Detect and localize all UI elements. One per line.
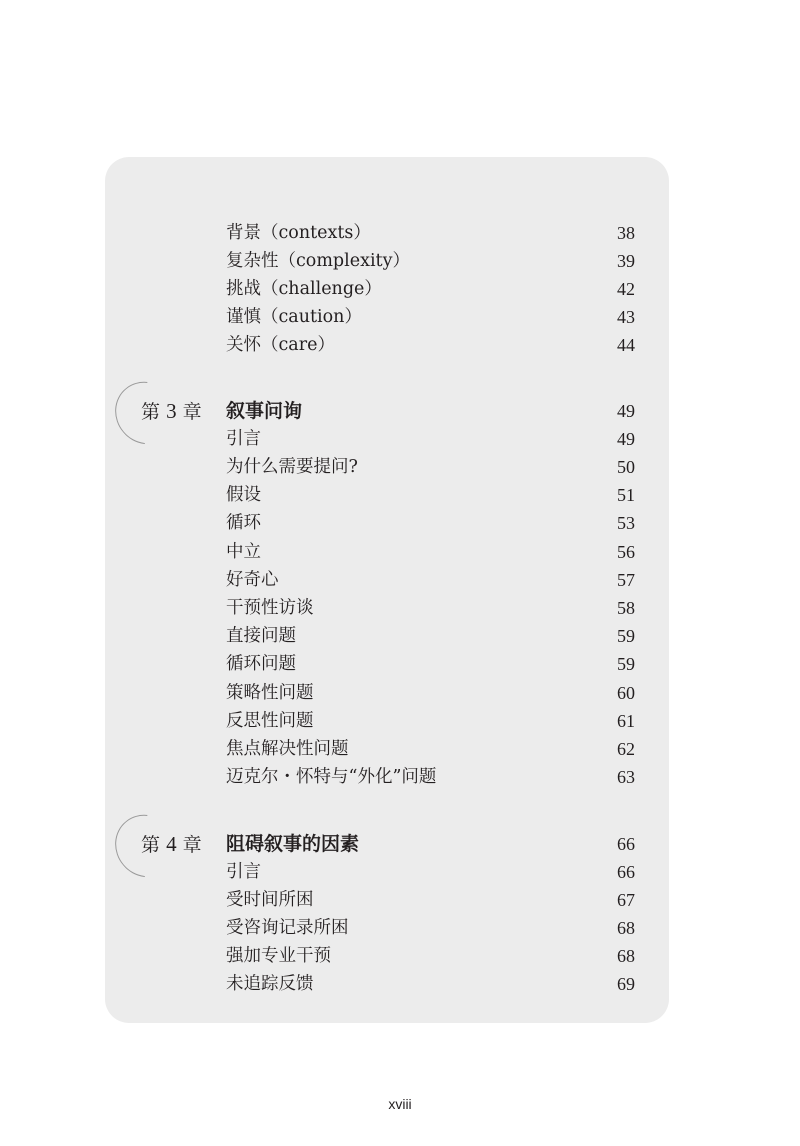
toc-entry[interactable]	[105, 594, 669, 622]
toc-entry-title: 好奇心	[226, 570, 279, 590]
toc-entry[interactable]	[105, 763, 669, 791]
toc-entry[interactable]	[105, 886, 669, 914]
toc-entry-title: 关怀（care）	[226, 335, 335, 355]
toc-entry[interactable]	[105, 275, 669, 303]
toc-entry[interactable]	[105, 679, 669, 707]
toc-entry-page: 68	[617, 918, 635, 938]
toc-entry[interactable]	[105, 650, 669, 678]
toc-entry-title: 假设	[226, 485, 261, 505]
toc-entry[interactable]	[105, 331, 669, 359]
toc-entry[interactable]	[105, 707, 669, 735]
chapter-3-heading[interactable]	[105, 397, 669, 425]
toc-entry-page: 69	[617, 974, 635, 994]
chapter-3-page: 49	[617, 401, 635, 421]
toc-entry-title: 为什么需要提问?	[226, 457, 358, 477]
toc-entry-page: 63	[617, 767, 635, 787]
toc-entry[interactable]	[105, 942, 669, 970]
toc-entry-title: 复杂性（complexity）	[226, 251, 410, 271]
toc-entry-page: 58	[617, 598, 635, 618]
toc-entry[interactable]	[105, 303, 669, 331]
toc-entry-title: 焦点解决性问题	[226, 739, 349, 759]
toc-entry-page: 59	[617, 626, 635, 646]
toc-entry-title: 中立	[226, 542, 261, 562]
toc-entry[interactable]	[105, 538, 669, 566]
toc-entry-page: 44	[617, 335, 635, 355]
toc-entry-page: 67	[617, 890, 635, 910]
toc-entry-page: 43	[617, 307, 635, 327]
toc-entry-title: 受时间所困	[226, 890, 314, 910]
toc-entry[interactable]	[105, 509, 669, 537]
toc-entry-title: 受咨询记录所困	[226, 918, 349, 938]
toc-entry[interactable]	[105, 858, 669, 886]
toc-entry-title: 循环问题	[226, 654, 296, 674]
toc-entry[interactable]	[105, 622, 669, 650]
toc-entry-title: 直接问题	[226, 626, 296, 646]
toc-entry-page: 39	[617, 251, 635, 271]
toc-entry[interactable]	[105, 735, 669, 763]
toc-entry[interactable]	[105, 970, 669, 998]
chapter-3-title: 叙事问询	[226, 400, 303, 422]
toc-entry[interactable]	[105, 425, 669, 453]
toc-entry-page: 61	[617, 711, 635, 731]
toc-entry-page: 53	[617, 513, 635, 533]
toc-entry-page: 42	[617, 279, 635, 299]
toc-entry[interactable]	[105, 566, 669, 594]
toc-entry-title: 引言	[226, 429, 261, 449]
toc-panel	[105, 157, 669, 1023]
toc-entry-page: 51	[617, 485, 635, 505]
toc-entry-title: 干预性访谈	[226, 598, 314, 618]
chapter-4-title: 阻碍叙事的因素	[226, 833, 360, 855]
toc-entry-page: 62	[617, 739, 635, 759]
toc-entry[interactable]	[105, 481, 669, 509]
toc-entry-page: 59	[617, 654, 635, 674]
toc-entry-title: 挑战（challenge）	[226, 279, 382, 299]
toc-entry-page: 66	[617, 862, 635, 882]
toc-entry-page: 68	[617, 946, 635, 966]
toc-entry-title: 引言	[226, 862, 261, 882]
chapter-4-heading[interactable]	[105, 830, 669, 858]
toc-entry-title: 背景（contexts）	[226, 223, 371, 243]
toc-entry[interactable]	[105, 247, 669, 275]
toc-entry-title: 策略性问题	[226, 683, 314, 703]
toc-entry[interactable]	[105, 219, 669, 247]
page-number: xviii	[388, 1096, 412, 1112]
chapter-4-page: 66	[617, 834, 635, 854]
toc-entry-title: 谨慎（caution）	[226, 307, 362, 327]
toc-entry-page: 57	[617, 570, 635, 590]
toc-entry-title: 未追踪反馈	[226, 974, 314, 994]
toc-entry-page: 50	[617, 457, 635, 477]
toc-entry-page: 56	[617, 542, 635, 562]
toc-entry-title: 反思性问题	[226, 711, 314, 731]
toc-entry-page: 38	[617, 223, 635, 243]
toc-entry-title: 循环	[226, 513, 261, 533]
toc-entry[interactable]	[105, 453, 669, 481]
toc-entry-page: 49	[617, 429, 635, 449]
toc-entry[interactable]	[105, 914, 669, 942]
toc-entry-title: 强加专业干预	[226, 946, 331, 966]
toc-entry-title: 迈克尔・怀特与“外化”问题	[226, 767, 437, 787]
toc-entry-page: 60	[617, 683, 635, 703]
chapter-4-label: 第 4 章	[141, 832, 202, 856]
chapter-3-label: 第 3 章	[141, 399, 202, 423]
